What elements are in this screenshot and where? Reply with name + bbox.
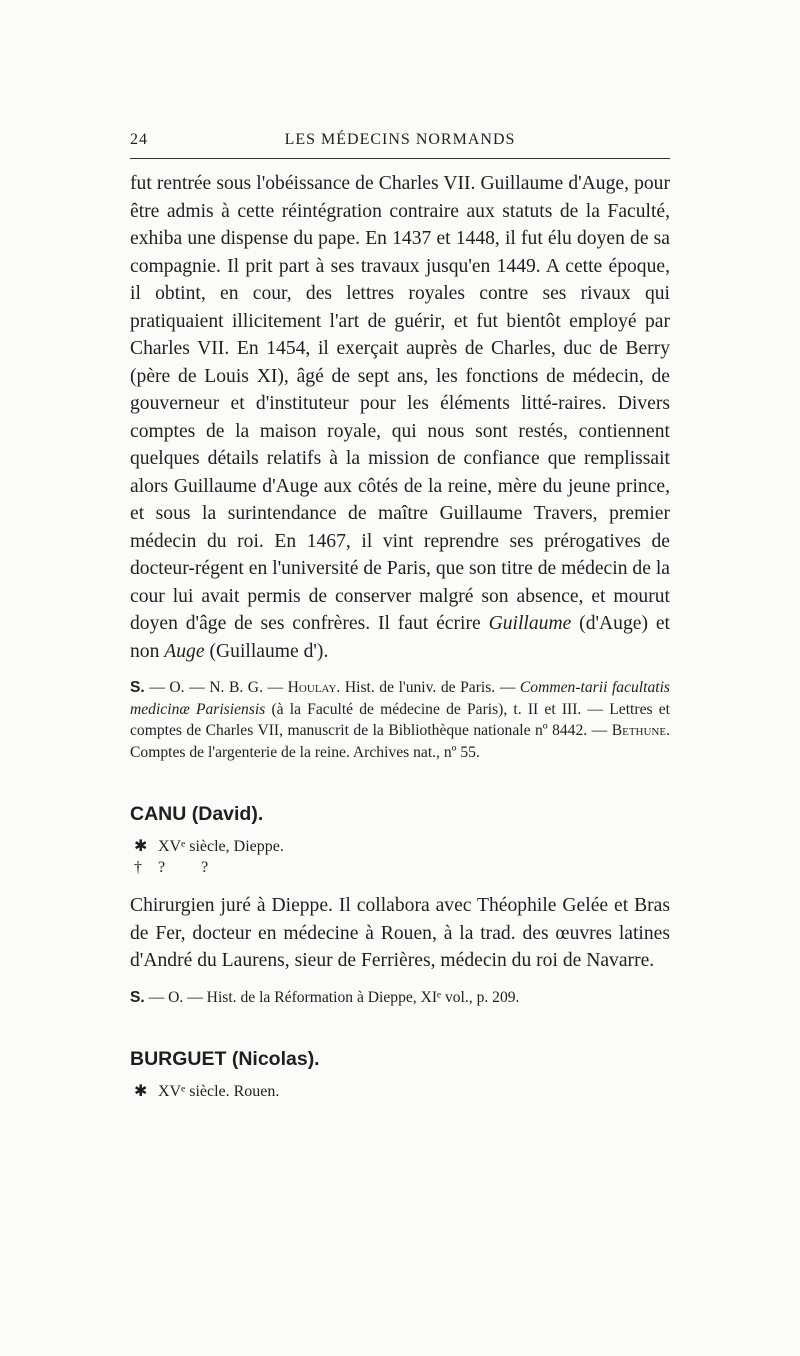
source-label: S. [130, 679, 145, 696]
entry-canu-title: CANU (David). [130, 803, 264, 826]
author-name: Houlay [287, 679, 337, 696]
page-number: 24 [130, 131, 148, 148]
work-title: Commen-tarii facultatis medicinæ Parisiensis [130, 679, 670, 718]
header-rule [130, 158, 670, 159]
entry-auge-sources: S. — O. — N. B. G. — Houlay. Hist. de l'univ. de Paris. — Commen-tarii facultatis medicinæ Parisiensis (à la Faculté de médecine de Paris), t. II et III. — Lettres et comptes de Charles VII, manuscrit de la Bibliothèque nationale nº 8442. — Bethune. Comptes de l'argenterie de la reine. Archives nat., nº 55. [130, 679, 670, 761]
entry-burguet-title: BURGUET (Nicolas). [130, 1048, 320, 1071]
italic-name: Auge [164, 640, 205, 662]
birth-icon: ✱ [134, 1083, 148, 1101]
running-head [130, 131, 670, 153]
page-body [130, 170, 670, 1102]
entry-burguet-birth: ✱ XVᵉ siècle. Rouen. [134, 1083, 280, 1101]
entry-canu-birth: ✱ XVᵉ siècle, Dieppe. [134, 838, 284, 856]
header-title: LES MÉDECINS NORMANDS [284, 131, 516, 148]
entry-canu-death: † ? ? [134, 859, 209, 877]
entry-auge-text: fut rentrée sous l'obéissance de Charles VII. Guillaume d'Auge, pour être admis à cette réintégration contraire aux statuts de la Faculté, exhiba une dispense du pape. En 1437 et 1448, il fut élu doyen de sa compagnie. Il prit part à ses travaux jusqu'en 1449. A cette époque, il obtint, en cour, des lettres royales contre ses rivaux qui pratiquaient illicitement l'art de guérir, et fut bientôt employé par Charles VII. En 1454, il exerçait auprès de Charles, duc de Berry (père de Louis XI), âgé de sept ans, les fonctions de médecin, de gouverneur et d'instituteur pour les éléments litté-raires. Divers comptes de la maison royale, qui nous sont restés, contiennent quelques détails relatifs à la mission de confiance que remplissait alors Guillaume d'Auge aux côtés de la reine, mère du jeune prince, et sous la surintendance de maître Guillaume Travers, premier médecin du roi. En 1467, il vint reprendre ses prérogatives de docteur-régent en l'université de Paris, que son titre de médecin de la cour lui avait permis de conserver malgré son absence, et mourut doyen d'âge de ses confrères. Il faut écrire Guillaume (d'Auge) et non Auge (Guillaume d'). [130, 173, 670, 662]
italic-name: Guillaume [488, 613, 572, 634]
author-name: Bethune [611, 722, 667, 740]
source-label: S. [130, 988, 145, 1006]
birth-icon: ✱ [134, 838, 148, 856]
entry-canu-sources: S. — O. — Hist. de la Réformation à Dieppe, XIᵉ vol., p. 209. [130, 988, 520, 1006]
entry-canu-text: Chirurgien juré à Dieppe. Il collabora avec Théophile Gelée et Bras de Fer, docteur en médecine à Rouen, à la trad. des œuvres latines d'André du Laurens, sieur de Ferrières, médecin du roi de Navarre. [130, 895, 670, 972]
death-icon: † [134, 859, 142, 877]
